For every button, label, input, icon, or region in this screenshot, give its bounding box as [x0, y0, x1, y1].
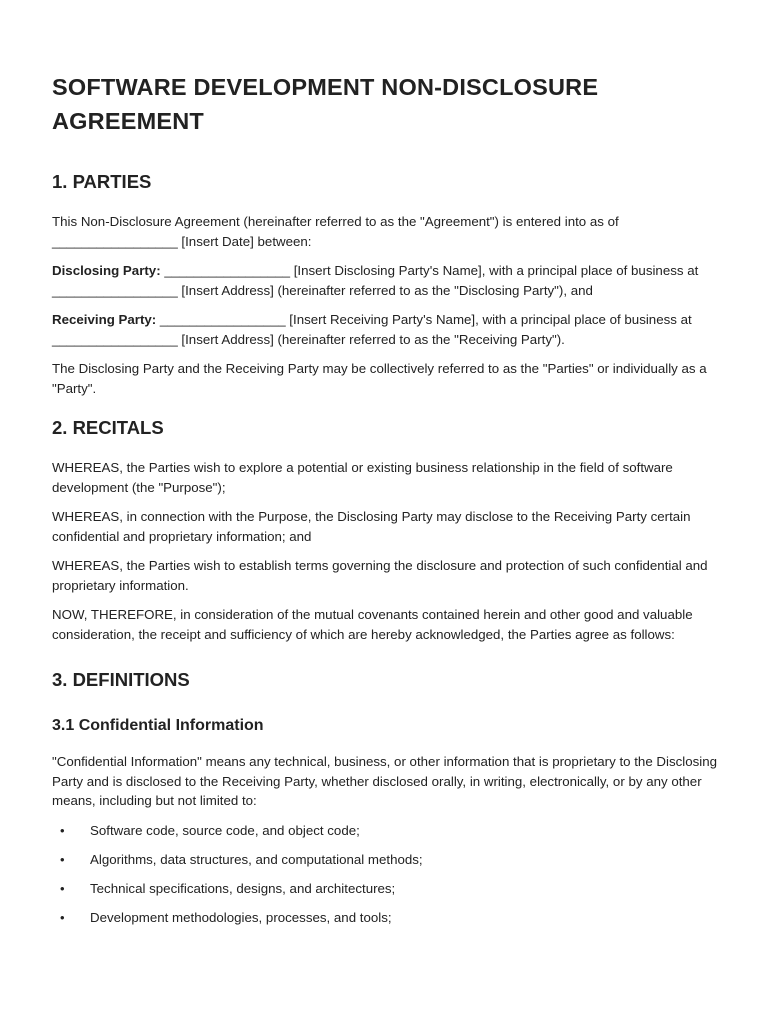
receiving-party-text: _________________ [Insert Receiving Party's Name], with a principal place of business at _________________ [Insert Address] (hereinafter referred to as the "Receiving Party"). [52, 312, 692, 347]
recital-paragraph: WHEREAS, in connection with the Purpose, the Disclosing Party may disclose to the Receiving Party certain confidential and proprietary information; and [52, 509, 691, 544]
bullet-icon: • [60, 880, 65, 896]
list-item-text: Development methodologies, processes, and tools; [90, 909, 392, 925]
confidential-information-definition: "Confidential Information" means any technical, business, or other information that is proprietary to the Disclosing Party and is disclosed to the Receiving Party, whether disclosed orally, in writing, electronically, or by any other means, including but not limited to: [52, 754, 718, 808]
disclosing-party-text: _________________ [Insert Disclosing Party's Name], with a principal place of business at _________________ [Insert Address] (hereinafter referred to as the "Disclosing Party"), and [52, 263, 699, 298]
disclosing-party-label: Disclosing Party: [52, 263, 161, 278]
list-item [52, 821, 720, 841]
subsection-heading-confidential-information: 3.1 Confidential Information [52, 717, 264, 734]
recital-paragraph: NOW, THEREFORE, in consideration of the mutual covenants contained herein and other good and valuable consideration, the receipt and sufficiency of which are hereby acknowledged, the Parties agree as follows: [52, 607, 693, 642]
receiving-party-label: Receiving Party: [52, 312, 157, 327]
bullet-icon: • [60, 909, 65, 925]
section-heading-parties: 1. PARTIES [52, 171, 152, 192]
receiving-party-paragraph [52, 310, 720, 349]
list-item [52, 879, 720, 899]
section-heading-recitals: 2. RECITALS [52, 417, 164, 438]
confidential-information-list [52, 821, 720, 928]
parties-collective-paragraph: The Disclosing Party and the Receiving Party may be collectively referred to as the "Parties" or individually as a "Party". [52, 361, 707, 396]
recital-paragraph: WHEREAS, the Parties wish to establish terms governing the disclosure and protection of such confidential and proprietary information. [52, 558, 708, 593]
list-item-text: Software code, source code, and object code; [90, 822, 360, 838]
document-page [52, 70, 720, 937]
list-item [52, 908, 720, 928]
section-definitions [52, 668, 720, 927]
parties-intro-paragraph: This Non-Disclosure Agreement (hereinafter referred to as the "Agreement") is entered into as of _________________ [Insert Date] between: [52, 214, 619, 249]
list-item [52, 850, 720, 870]
list-item-text: Algorithms, data structures, and computational methods; [90, 851, 423, 867]
document-title: SOFTWARE DEVELOPMENT NON-DISCLOSURE AGREEMENT [52, 74, 599, 134]
disclosing-party-paragraph [52, 261, 720, 300]
recital-paragraph: WHEREAS, the Parties wish to explore a potential or existing business relationship in the field of software development (the "Purpose"); [52, 460, 673, 495]
section-recitals [52, 416, 720, 644]
section-heading-definitions: 3. DEFINITIONS [52, 669, 190, 690]
section-parties [52, 170, 720, 398]
bullet-icon: • [60, 822, 65, 838]
list-item-text: Technical specifications, designs, and architectures; [90, 880, 396, 896]
bullet-icon: • [60, 851, 65, 867]
